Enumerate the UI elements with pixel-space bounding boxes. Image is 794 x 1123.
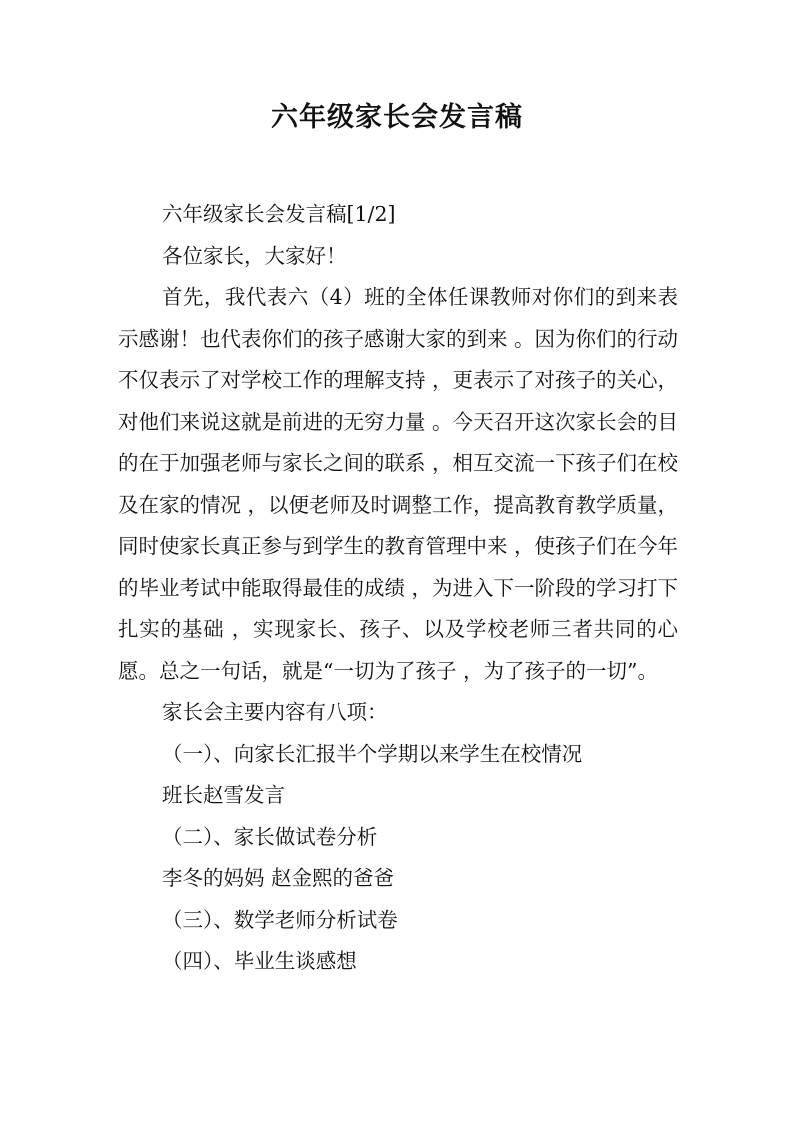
greeting-paragraph: 各位家长，大家好！ xyxy=(162,243,347,268)
document-title: 六年级家长会发言稿 xyxy=(271,102,523,133)
subtitle-line: 六年级家长会发言稿[1/2] xyxy=(162,202,396,226)
agenda-heading: 家长会主要内容有八项： xyxy=(162,700,388,724)
agenda-item-1: （一）、向家长汇报半个学期以来学生在校情况 xyxy=(162,741,583,766)
intro-paragraph: 首先，我代表六（4）班的全体任课教师对你们的到来表示感谢！也代表你们的孩子感谢大家的到来 。因为你们的行动不仅表示了对学校工作的理解支持 ，更表示了对孩子的关心，对他们来说这就是前进的无穷力量 。今天召开这次家长会的目的在于加强老师与家长之间的联系 ，相互交流一下孩子们在校及在家的情况 ，以便老师及时调整工作，提高教育教学质量，同时使家长真正参与到学生的教育管理中来 ，使孩子们在今年的毕业考试中能取得最佳的成绩 ，为进入下一阶段的学习打下扎实的基础 ，实现家长、孩子、以及学校老师三者共同的心愿。总之一句话，就是“一切为了孩子 ，为了孩子的一切”。 xyxy=(118,285,679,683)
agenda-item-4: （四）、毕业生谈感想 xyxy=(162,949,357,973)
agenda-item-2: （二）、家长做试卷分析 xyxy=(162,824,378,849)
agenda-item-2-speakers: 李冬的妈妈 赵金熙的爸爸 xyxy=(162,866,395,890)
document-body xyxy=(118,194,678,983)
agenda-item-3: （三）、数学老师分析试卷 xyxy=(162,907,398,932)
agenda-item-1-speaker: 班长赵雪发言 xyxy=(162,783,285,807)
